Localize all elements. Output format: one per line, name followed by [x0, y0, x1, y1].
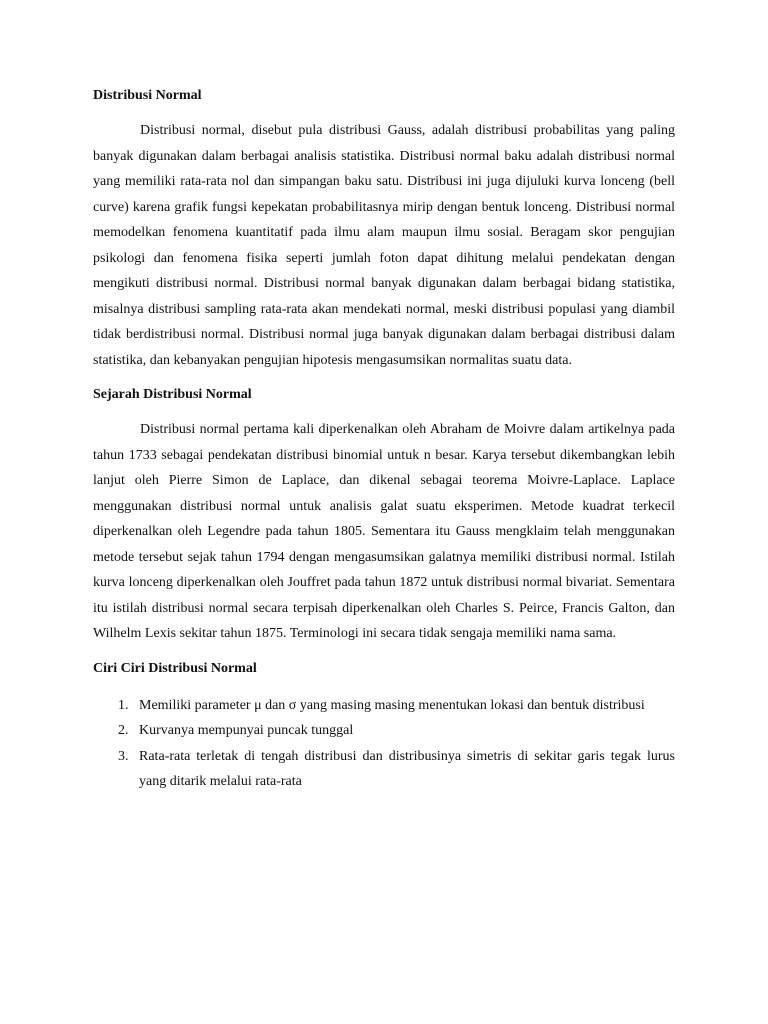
- list-item-number: 3.: [118, 748, 129, 764]
- list-item-number: 2.: [118, 723, 129, 738]
- section-heading-sejarah: Sejarah Distribusi Normal: [93, 387, 252, 402]
- list-item-text: Rata-rata terletak di tengah distribusi dan distribusinya simetris di sekitar garis tegak lurus yang ditarik melalui rata-rata: [139, 748, 675, 789]
- paragraph-distribusi-normal: Distribusi normal, disebut pula distribusi Gauss, adalah distribusi probabilitas yang paling banyak digunakan dalam berbagai analisis statistika. Distribusi normal baku adalah distribusi normal yang memiliki rata-rata nol dan simpangan baku satu. Distribusi ini juga dijuluki kurva lonceng (bell curve) karena grafik fungsi kepekatan probabilitasnya mirip dengan bentuk lonceng. Distribusi normal memodelkan fenomena kuantitatif pada ilmu alam maupun ilmu sosial. Beragam skor pengujian psikologi dan fenomena fisika seperti jumlah foton dapat dihitung melalui pendekatan dengan mengikuti distribusi normal. Distribusi normal banyak digunakan dalam berbagai bidang statistika, misalnya distribusi sampling rata-rata akan mendekati normal, meski distribusi populasi yang diambil tidak berdistribusi normal. Distribusi normal juga banyak digunakan dalam berbagai distribusi dalam statistika, dan kebanyakan pengujian hipotesis mengasumsikan normalitas suatu data.: [93, 123, 675, 368]
- list-item: [93, 718, 675, 744]
- list-item-text: Kurvanya mempunyai puncak tunggal: [139, 723, 354, 738]
- section-heading-distribusi-normal: Distribusi Normal: [93, 88, 202, 103]
- list-item-text: Memiliki parameter μ dan σ yang masing masing menentukan lokasi dan bentuk distribusi: [139, 697, 645, 713]
- characteristics-list: [93, 693, 675, 795]
- document-page: [93, 86, 675, 795]
- section-heading-ciri-ciri: Ciri Ciri Distribusi Normal: [93, 660, 257, 676]
- list-item-number: 1.: [118, 697, 129, 713]
- list-item: [93, 693, 675, 719]
- paragraph-sejarah: Distribusi normal pertama kali diperkenalkan oleh Abraham de Moivre dalam artikelnya pada tahun 1733 sebagai pendekatan distribusi binomial untuk n besar. Karya tersebut dikembangkan lebih lanjut oleh Pierre Simon de Laplace, dan dikenal sebagai teorema Moivre-Laplace. Laplace menggunakan distribusi normal untuk analisis galat suatu eksperimen. Metode kuadrat terkecil diperkenalkan oleh Legendre pada tahun 1805. Sementara itu Gauss mengklaim telah menggunakan metode tersebut sejak tahun 1794 dengan mengasumsikan galatnya memiliki distribusi normal. Istilah kurva lonceng diperkenalkan oleh Jouffret pada tahun 1872 untuk distribusi normal bivariat. Sementara itu istilah distribusi normal secara terpisah diperkenalkan oleh Charles S. Peirce, Francis Galton, dan Wilhelm Lexis sekitar tahun 1875. Terminologi ini secara tidak sengaja memiliki nama sama.: [93, 422, 675, 641]
- list-item: [93, 744, 675, 795]
